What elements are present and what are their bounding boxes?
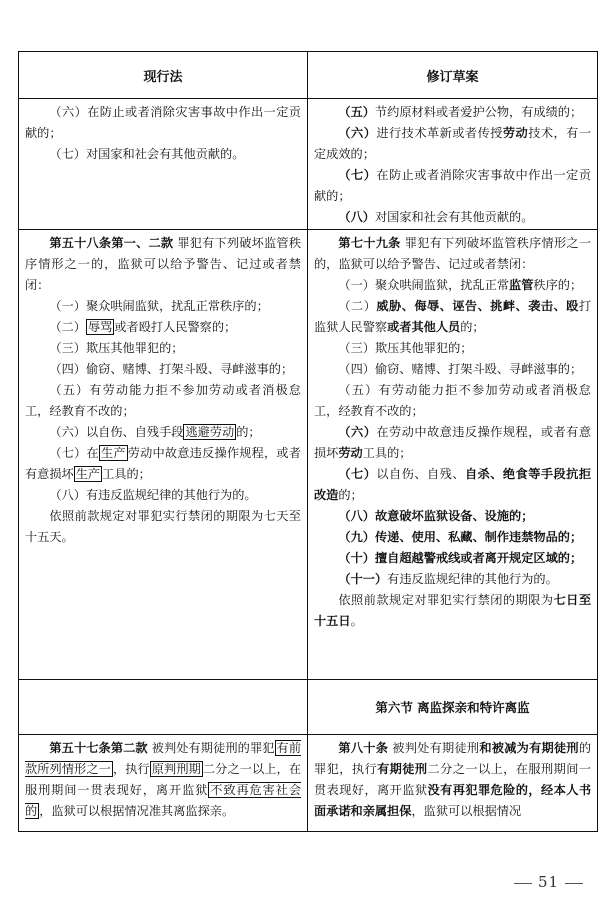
row1-current-law-cell xyxy=(19,99,308,230)
page-number-value: 51 xyxy=(538,873,560,891)
row2-revised-draft-cell xyxy=(308,230,598,680)
paragraph: （二）威胁、侮辱、诬告、挑衅、袭击、殴打监狱人民警察或者其他人员的； xyxy=(314,299,592,334)
paragraph: （六）在防止或者消除灾害事故中作出一定贡献的； xyxy=(25,105,301,140)
row4-revised-draft-cell xyxy=(308,735,598,832)
paragraph: （二） 辱骂 或者殴打人民警察的； xyxy=(49,320,237,334)
row4-revised-draft-text xyxy=(314,738,591,822)
paragraph: （四）偷窃、赌博、打架斗殴、寻衅滋事的； xyxy=(49,362,294,376)
paragraph: （一）聚众哄闹监狱，扰乱正常监管秩序的； xyxy=(338,278,583,292)
comparison-table xyxy=(18,51,598,832)
header-revised-draft xyxy=(308,52,598,99)
paragraph: （八）故意破坏监狱设备、设施的； xyxy=(338,509,534,523)
header-current-law-label: 现行法 xyxy=(143,69,183,85)
row2-revised-draft-text xyxy=(314,233,591,632)
paragraph: （五）节约原材料或者爱护公物，有成绩的； xyxy=(338,105,583,119)
paragraph: 第八十条 被判处有期徒刑和被减为有期徒刑的罪犯，执行有期徒刑二分之一以上，在服刑期间一贯表现好，离开监狱没有再犯罪危险的，经本人书面承诺和亲属担保，监狱可以根据情况 xyxy=(314,741,592,818)
row1-current-law-text xyxy=(25,102,301,165)
paragraph: （七）在防止或者消除灾害事故中作出一定贡献的； xyxy=(314,168,592,203)
row1-revised-draft-text xyxy=(314,102,591,228)
paragraph: （三）欺压其他罪犯的； xyxy=(338,341,473,355)
paragraph: （七）以自伤、自残、自杀、绝食等手段抗拒改造的； xyxy=(314,467,592,502)
paragraph: 第五十八条第一、二款 罪犯有下列破坏监管秩序情形之一的，监狱可以给予警告、记过或者禁闭： xyxy=(25,236,302,292)
row3-current-law-cell xyxy=(19,680,308,735)
paragraph: 依照前款规定对罪犯实行禁闭的期限为七日至十五日。 xyxy=(314,593,592,628)
paragraph: 第五十七条第二款 被判处有期徒刑的罪犯 有前款所列情形之一 ，执行 原判刑期 二分之一以上，在服刑期间一贯表现好，离开监狱 不致再危害社会的 ，监狱可以根据情况准其离监探亲。 xyxy=(25,741,302,818)
row4-current-law-cell xyxy=(19,735,308,832)
row4-current-law-text xyxy=(25,738,301,822)
paragraph: 第七十九条 罪犯有下列破坏监管秩序情形之一的，监狱可以给予警告、记过或者禁闭： xyxy=(314,236,592,271)
paragraph: （十一）有违反监规纪律的其他行为的。 xyxy=(338,572,558,586)
paragraph: （五）有劳动能力拒不参加劳动或者消极怠工，经教育不改的； xyxy=(314,383,591,418)
paragraph: 依照前款规定对罪犯实行禁闭的期限为七天至十五天。 xyxy=(25,509,301,544)
section-title-text: 第六节 离监探亲和特许离监 xyxy=(375,700,530,715)
paragraph: （六）以自伤、自残手段 逃避劳动 的； xyxy=(49,425,261,439)
row2-current-law-text xyxy=(25,233,301,548)
paragraph: （九）传递、使用、私藏、制作违禁物品的； xyxy=(338,530,583,544)
page-number xyxy=(508,873,589,891)
paragraph: （一）聚众哄闹监狱，扰乱正常秩序的； xyxy=(49,299,269,313)
paragraph: （五）有劳动能力拒不参加劳动或者消极怠工，经教育不改的； xyxy=(25,383,301,418)
paragraph: （十）擅自超越警戒线或者离开规定区域的； xyxy=(338,551,583,565)
header-revised-draft-label: 修订草案 xyxy=(426,69,479,85)
header-current-law xyxy=(19,52,308,99)
paragraph: （六）在劳动中故意违反操作规程，或者有意损坏劳动工具的； xyxy=(314,425,592,460)
paragraph: （八）对国家和社会有其他贡献的。 xyxy=(338,210,534,224)
paragraph: （六）进行技术革新或者传授劳动技术，有一定成效的； xyxy=(314,126,592,161)
row2-current-law-cell xyxy=(19,230,308,680)
row1-revised-draft-cell xyxy=(308,99,598,230)
paragraph: （七）对国家和社会有其他贡献的。 xyxy=(49,147,245,161)
paragraph: （七）在 生产 劳动中故意违反操作规程，或者有意损坏 生产 工具的； xyxy=(25,446,301,481)
paragraph: （四）偷窃、赌博、打架斗殴、寻衅滋事的； xyxy=(338,362,583,376)
paragraph: （八）有违反监规纪律的其他行为的。 xyxy=(49,488,257,502)
section-title xyxy=(308,680,598,735)
paragraph: （三）欺压其他罪犯的； xyxy=(49,341,184,355)
